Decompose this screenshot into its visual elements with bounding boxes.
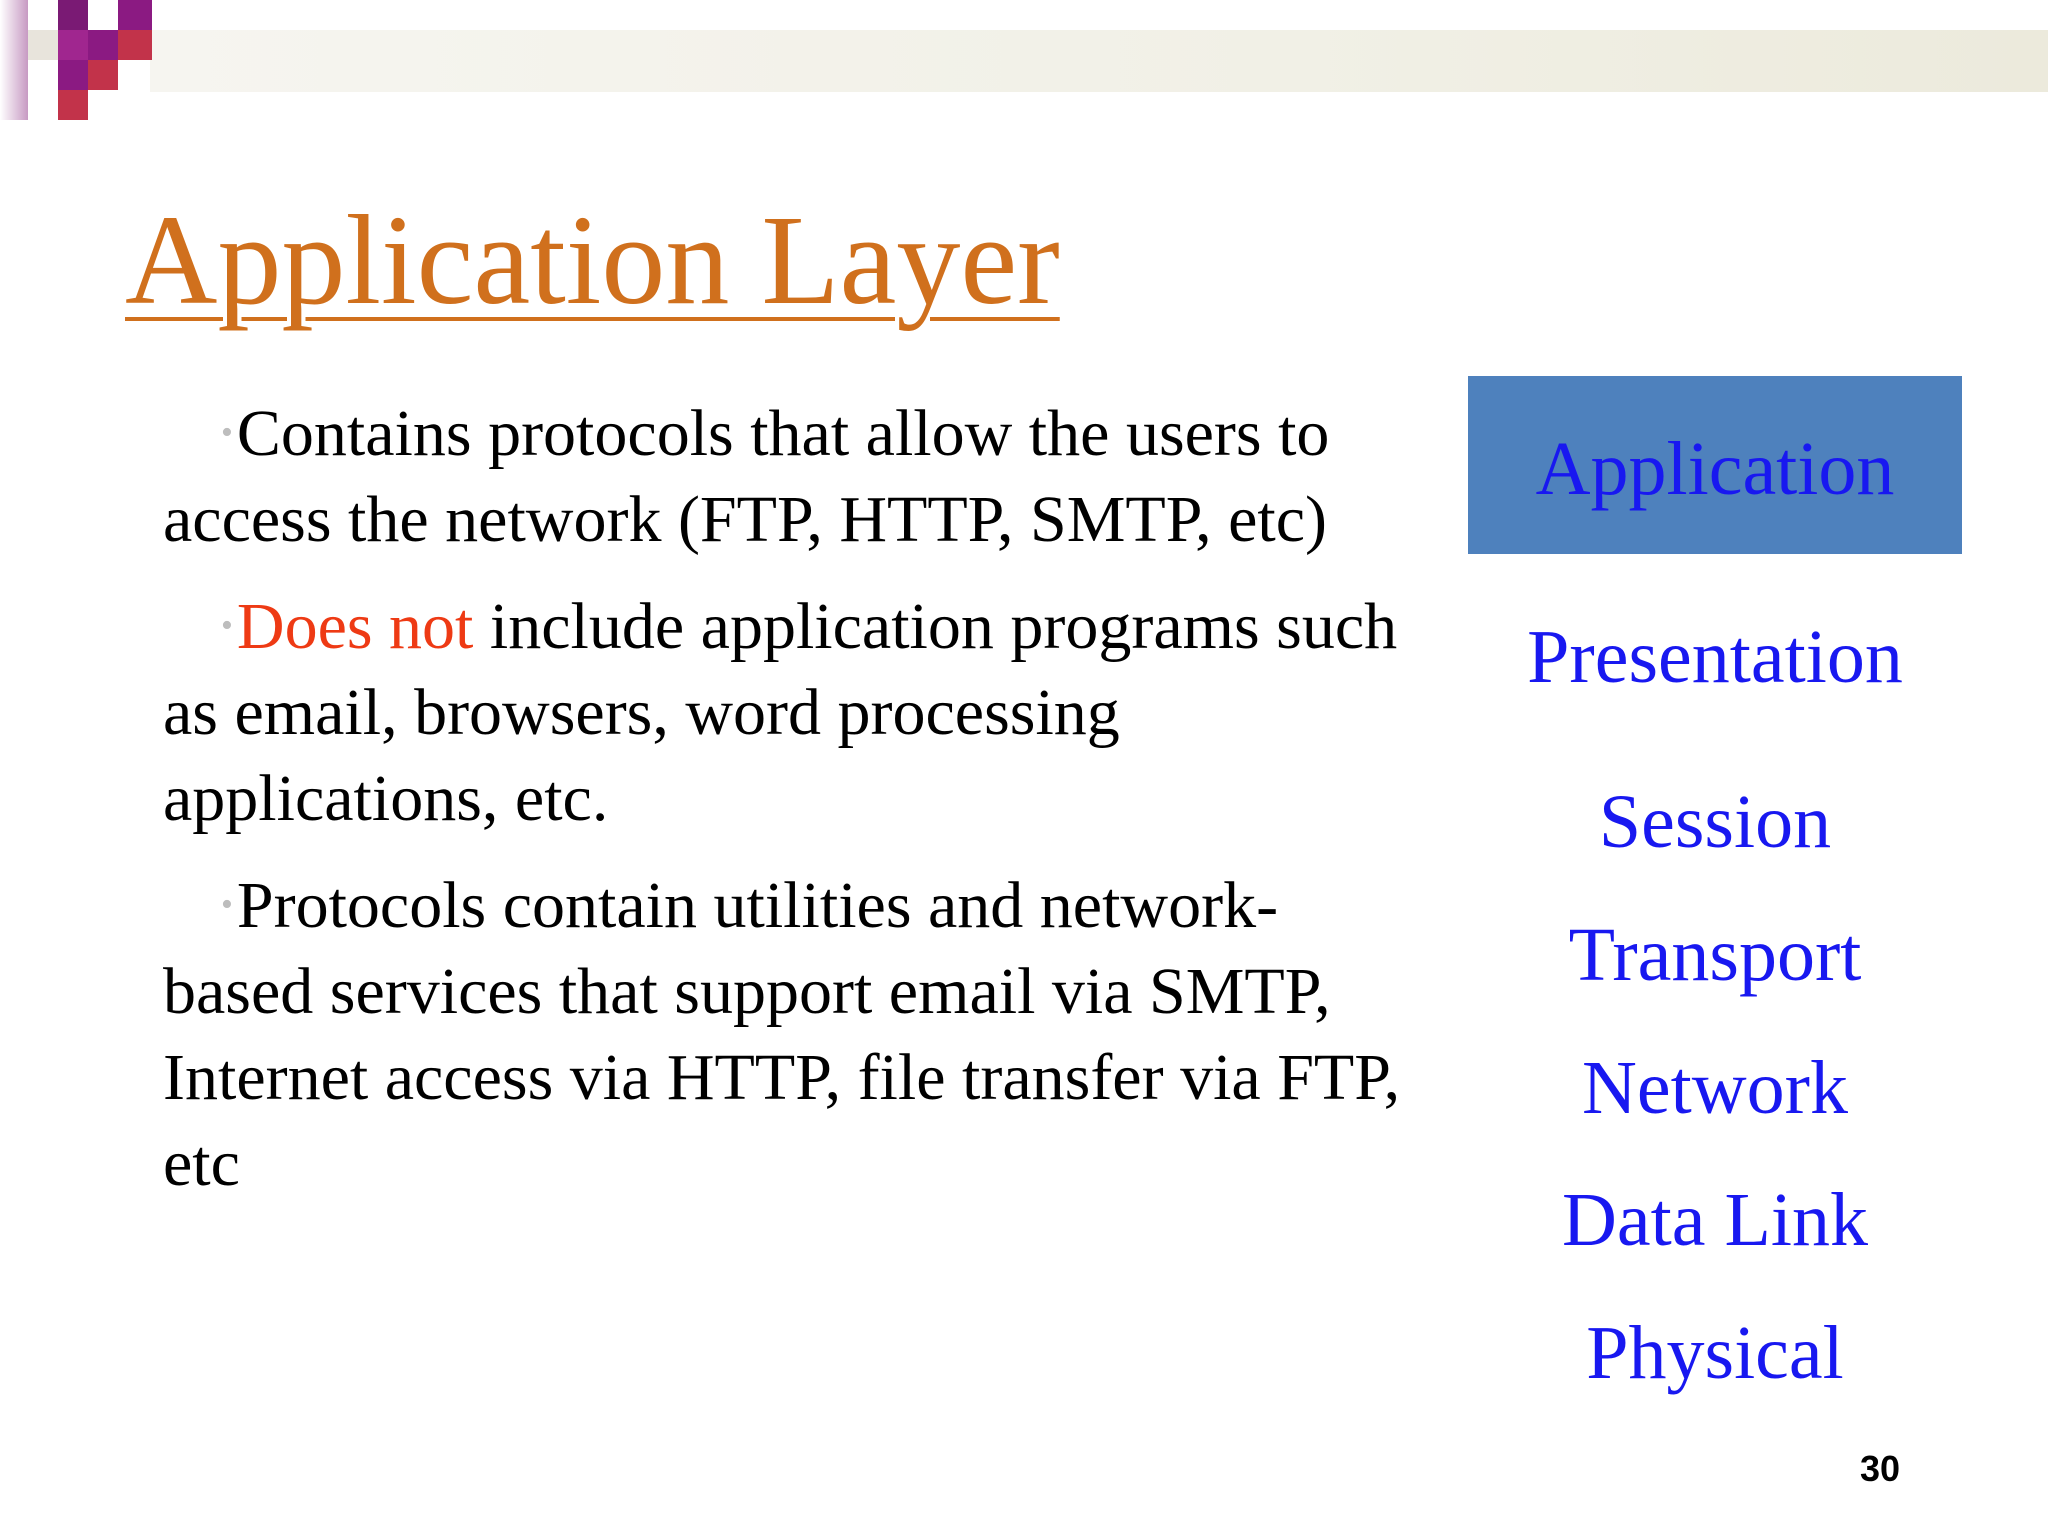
slide-title: Application Layer (125, 189, 1060, 331)
layer-data-link: Data Link (1561, 1178, 1868, 1262)
layer-presentation: Presentation (1527, 615, 1903, 699)
layer-session: Session (1598, 780, 1832, 864)
layer-transport: Transport (1568, 913, 1862, 997)
slide-body (163, 390, 1423, 1227)
layer-application: Application (1535, 427, 1895, 511)
page-number: 30 (1860, 1448, 1901, 1489)
layer-physical: Physical (1586, 1311, 1844, 1395)
paragraph-2-emphasis: Does not (236, 590, 474, 663)
bullet-paragraph-1 (163, 390, 1423, 563)
paragraph-2-text: include application programs such as email, browsers, word processing applications, etc. (163, 590, 1398, 835)
osi-layer-stack (1468, 376, 1962, 1436)
paragraph-1-text: Contains protocols that allow the users to access the network (FTP, HTTP, SMTP, etc) (163, 397, 1330, 556)
bullet-paragraph-3 (163, 862, 1423, 1207)
bullet-icon: • (221, 886, 233, 923)
bullet-paragraph-2 (163, 583, 1423, 842)
bullet-icon: • (221, 607, 233, 644)
layer-network: Network (1582, 1046, 1848, 1130)
paragraph-3-text: Protocols contain utilities and network-based services that support email via SMTP, Internet access via HTTP, file transfer via FTP, etc (163, 869, 1401, 1200)
bullet-icon: • (221, 414, 233, 451)
top-decoration-band (150, 30, 2048, 92)
